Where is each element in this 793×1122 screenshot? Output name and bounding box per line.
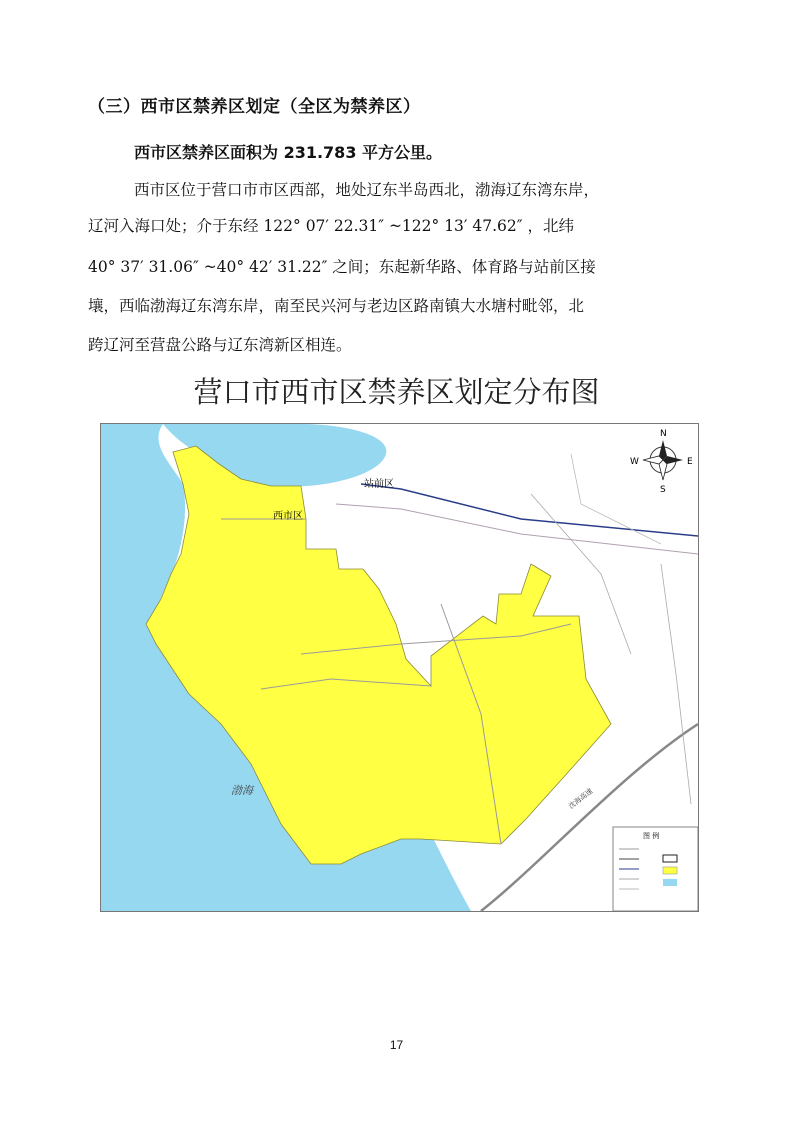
- sea-label: 渤海: [231, 784, 253, 797]
- legend-title: 图 例: [643, 832, 660, 840]
- paragraph-line: 壤，西临渤海辽东湾东岸，南至民兴河与老边区路南镇大水塘村毗邻，北: [88, 297, 585, 315]
- paragraph-line: 辽河入海口处；介于东经 122° 07′ 22.31″ ~122° 13′ 47.62″ ，北纬: [88, 217, 574, 235]
- paragraph-line: 跨辽河至营盘公路与辽东湾新区相连。: [88, 336, 352, 354]
- compass-n: N: [660, 429, 667, 439]
- compass-e: E: [687, 457, 693, 467]
- section-heading: （三）西市区禁养区划定（全区为禁养区）: [88, 97, 421, 117]
- page-number: 17: [389, 1038, 404, 1052]
- paragraph-line: 西市区位于营口市市区西部，地处辽东半岛西北，渤海辽东湾东岸，: [134, 181, 600, 199]
- compass-s: S: [660, 485, 666, 495]
- map-legend: [613, 827, 698, 911]
- station-district-label: 站前区: [364, 479, 394, 490]
- compass-rose-icon: [630, 429, 693, 495]
- area-statement: 西市区禁养区面积为 231.783 平方公里。: [134, 143, 443, 162]
- highway-label: 沈海高速: [567, 787, 595, 811]
- district-map: [100, 423, 699, 912]
- district-label: 西市区: [273, 511, 303, 522]
- map-title: 营口市西市区禁养区划定分布图: [193, 375, 600, 409]
- compass-w: W: [630, 457, 639, 467]
- paragraph-line: 40° 37′ 31.06″ ~40° 42′ 31.22″ 之间；东起新华路、体育路与站前区接: [88, 258, 596, 276]
